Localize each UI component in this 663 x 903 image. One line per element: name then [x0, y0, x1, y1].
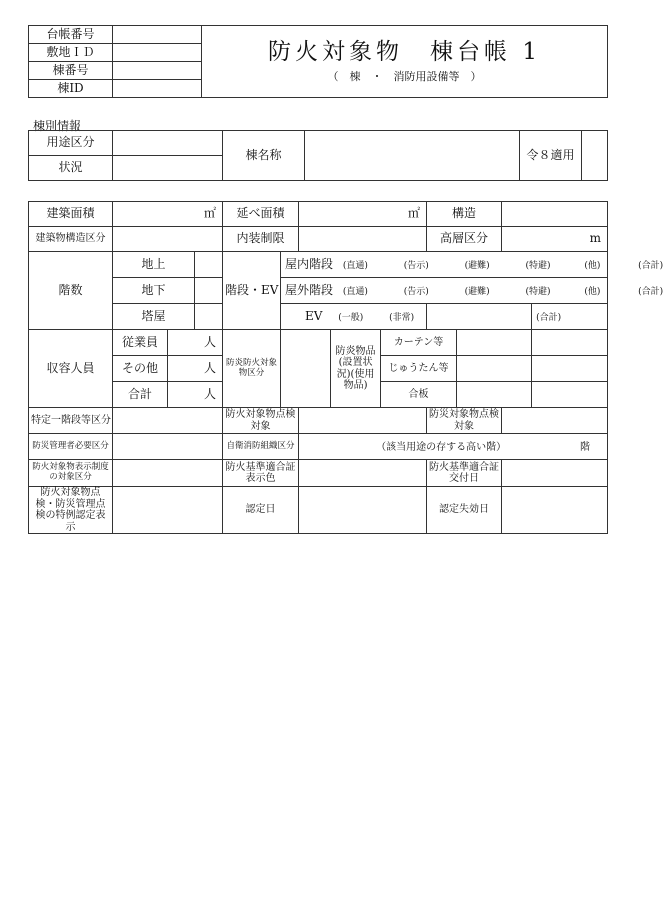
- building-name-value[interactable]: [305, 131, 520, 181]
- sqm-unit: ㎡: [204, 206, 217, 221]
- m-unit: m: [589, 231, 602, 246]
- plywood-extra[interactable]: [532, 382, 608, 408]
- building-area-label: 建築面積: [29, 202, 113, 227]
- below-ground-label: 地下: [113, 278, 195, 304]
- height-class-value[interactable]: [502, 227, 608, 252]
- title-cell: [202, 26, 608, 98]
- stair-col-2: (避難): [464, 260, 490, 271]
- outdoor-stairs-row: [281, 278, 663, 304]
- display-system-label: 防火対象物表示制度の対象区分: [29, 460, 113, 487]
- site-id-value[interactable]: [113, 44, 202, 62]
- others-label: その他: [113, 356, 168, 382]
- disaster-inspection-target-label: 防災対象物点検対象: [427, 408, 502, 434]
- carpet-extra[interactable]: [532, 356, 608, 382]
- stair-col-0b: (直通): [342, 286, 368, 297]
- ev-total-label: (合計): [536, 312, 562, 323]
- others-value[interactable]: [168, 356, 223, 382]
- above-ground-label: 地上: [113, 252, 195, 278]
- building-no-value[interactable]: [113, 62, 202, 80]
- ledger-no-label: 台帳番号: [29, 26, 113, 44]
- above-ground-value[interactable]: [195, 252, 223, 278]
- disaster-inspection-target-value[interactable]: [502, 408, 608, 434]
- person-unit-2: 人: [204, 360, 217, 375]
- employees-value[interactable]: [168, 330, 223, 356]
- stair-col-3b: (特避): [525, 286, 551, 297]
- rei8-value[interactable]: [582, 131, 608, 181]
- cert-expiry-value[interactable]: [502, 487, 608, 534]
- stair-total-label-b: (合計): [638, 286, 663, 297]
- employees-label: 従業員: [113, 330, 168, 356]
- info-table: [28, 130, 608, 181]
- plywood-value[interactable]: [457, 382, 532, 408]
- stair-col-4: (他): [584, 260, 601, 271]
- ev-value[interactable]: [427, 304, 532, 330]
- penthouse-label: 塔屋: [113, 304, 195, 330]
- indoor-stairs-label: 屋内階段: [285, 256, 334, 271]
- outdoor-stairs-label: 屋外階段: [285, 282, 334, 297]
- building-area-value[interactable]: [113, 202, 223, 227]
- cert-color-label: 防火基準適合証表示色: [223, 460, 299, 487]
- floor-unit: 階: [579, 441, 590, 453]
- building-id-label: 棟ID: [29, 80, 113, 98]
- usage-category-value[interactable]: [113, 131, 223, 156]
- stair-col-4b: (他): [584, 286, 601, 297]
- capacity-label: 収容人員: [29, 330, 113, 408]
- sqm-unit-2: ㎡: [408, 206, 421, 221]
- curtain-extra[interactable]: [532, 330, 608, 356]
- specific-stair-value[interactable]: [113, 408, 223, 434]
- ev-label: EV: [305, 308, 323, 323]
- penthouse-value[interactable]: [195, 304, 223, 330]
- total-persons-label: 合計: [113, 382, 168, 408]
- cert-issue-date-value[interactable]: [502, 460, 608, 487]
- self-defense-value[interactable]: [299, 434, 608, 460]
- ev-total-cell: [532, 304, 608, 330]
- main-table: [28, 201, 663, 534]
- cert-date-value[interactable]: [299, 487, 427, 534]
- ev-row: [281, 304, 427, 330]
- plywood-label: 合板: [381, 382, 457, 408]
- building-no-label: 棟番号: [29, 62, 113, 80]
- header-table: [28, 25, 608, 98]
- status-value[interactable]: [113, 156, 223, 181]
- interior-limit-label: 内装制限: [223, 227, 299, 252]
- special-cert-label: 防火対象物点検・防災管理点検の特例認定表示: [29, 487, 113, 534]
- total-persons-value[interactable]: [168, 382, 223, 408]
- ledger-no-value[interactable]: [113, 26, 202, 44]
- floors-label: 階数: [29, 252, 113, 330]
- site-id-label: 敷地ＩＤ: [29, 44, 113, 62]
- special-cert-value[interactable]: [113, 487, 223, 534]
- stairs-ev-label: 階段・EV: [223, 252, 281, 330]
- page-subtitle: （ 棟 ・ 消防用設備等 ）: [327, 70, 482, 84]
- flameproof-goods-label: 防炎物品(設置状況)(使用物品): [331, 330, 381, 408]
- specific-stair-label: 特定一階段等区分: [29, 408, 113, 434]
- structure-value[interactable]: [502, 202, 608, 227]
- curtain-value[interactable]: [457, 330, 532, 356]
- usage-category-label: 用途区分: [29, 131, 113, 156]
- stair-col-1: (告示): [403, 260, 429, 271]
- total-floor-area-value[interactable]: [299, 202, 427, 227]
- stair-col-0: (直通): [342, 260, 368, 271]
- ev-emergency-label: (非常): [389, 312, 415, 323]
- cert-date-label: 認定日: [223, 487, 299, 534]
- cert-expiry-label: 認定失効日: [427, 487, 502, 534]
- cert-issue-date-label: 防火基準適合証交付日: [427, 460, 502, 487]
- total-floor-area-label: 延べ面積: [223, 202, 299, 227]
- status-label: 状況: [29, 156, 113, 181]
- page-title: 防火対象物 棟台帳 1: [268, 38, 541, 65]
- height-class-label: 高層区分: [427, 227, 502, 252]
- flameproof-target-label: 防炎防火対象物区分: [223, 330, 281, 408]
- stair-total-label: (合計): [638, 260, 663, 271]
- interior-limit-value[interactable]: [299, 227, 427, 252]
- structure-class-label: 建築物構造区分: [29, 227, 113, 252]
- carpet-value[interactable]: [457, 356, 532, 382]
- disaster-manager-value[interactable]: [113, 434, 223, 460]
- building-id-value[interactable]: [113, 80, 202, 98]
- structure-class-value[interactable]: [113, 227, 223, 252]
- disaster-manager-label: 防災管理者必要区分: [29, 434, 113, 460]
- structure-label: 構造: [427, 202, 502, 227]
- carpet-label: じゅうたん等: [381, 356, 457, 382]
- fire-inspection-target-value[interactable]: [299, 408, 427, 434]
- flameproof-target-value[interactable]: [281, 330, 331, 408]
- stair-col-2b: (避難): [464, 286, 490, 297]
- section-title: 棟別情報: [33, 119, 82, 133]
- indoor-stairs-row: [281, 252, 663, 278]
- person-unit-1: 人: [204, 334, 217, 349]
- below-ground-value[interactable]: [195, 278, 223, 304]
- person-unit-3: 人: [204, 386, 217, 401]
- display-system-value[interactable]: [113, 460, 223, 487]
- self-defense-label: 自衛消防組織区分: [223, 434, 299, 460]
- ev-general-label: (一般): [338, 312, 364, 323]
- stair-col-3: (特避): [525, 260, 551, 271]
- cert-color-value[interactable]: [299, 460, 427, 487]
- curtain-label: カーテン等: [381, 330, 457, 356]
- fire-inspection-target-label: 防火対象物点検対象: [223, 408, 299, 434]
- building-name-label: 棟名称: [223, 131, 305, 181]
- highest-floor-note: （該当用途の存する高い階）: [376, 441, 507, 453]
- rei8-label: 令８適用: [520, 131, 582, 181]
- stair-col-1b: (告示): [403, 286, 429, 297]
